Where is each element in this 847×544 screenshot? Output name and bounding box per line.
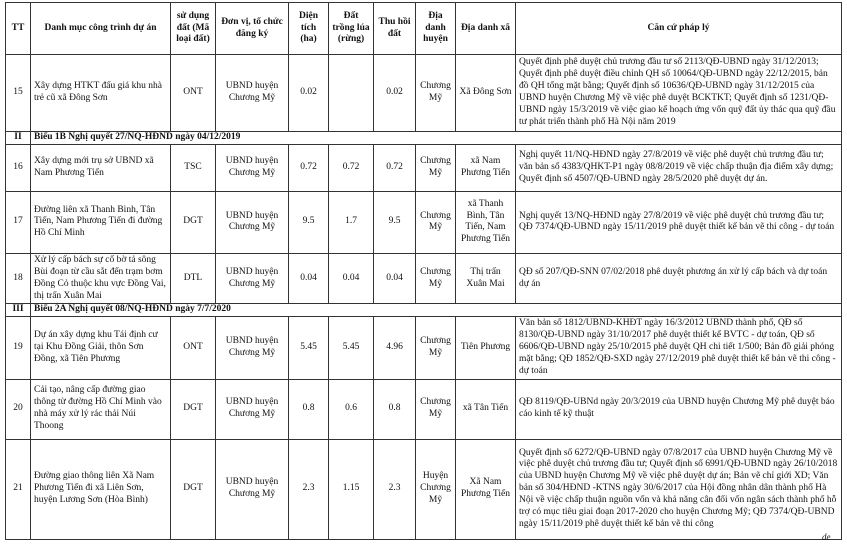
row-area: 0.72 bbox=[289, 144, 329, 191]
table-row bbox=[6, 439, 842, 539]
row-unit: UBND huyện Chương Mỹ bbox=[216, 317, 289, 379]
section-roman: II bbox=[6, 132, 31, 145]
section-row bbox=[6, 304, 842, 317]
row-tt: 18 bbox=[6, 253, 31, 304]
row-code: TSC bbox=[171, 144, 216, 191]
row-code: ONT bbox=[171, 317, 216, 379]
row-rice: 1.15 bbox=[329, 439, 374, 539]
row-district: Chương Mỹ bbox=[416, 191, 456, 253]
row-recover: 2.3 bbox=[374, 439, 416, 539]
row-district: Chương Mỹ bbox=[416, 55, 456, 132]
section-title: Biểu 2A Nghị quyết 08/NQ-HĐND ngày 7/7/2020 bbox=[31, 304, 842, 317]
row-code: ONT bbox=[171, 55, 216, 132]
row-legal: QĐ số 207/QĐ-SNN 07/02/2018 phê duyệt phương án xử lý cấp bách và dự toán dự án bbox=[516, 253, 842, 304]
row-code: DTL bbox=[171, 253, 216, 304]
row-recover: 9.5 bbox=[374, 191, 416, 253]
row-rice: 0.6 bbox=[329, 379, 374, 439]
row-name: Xây dựng mới trụ sở UBND xã Nam Phương Tiến bbox=[31, 144, 171, 191]
row-unit: UBND huyện Chương Mỹ bbox=[216, 253, 289, 304]
header-name: Danh mục công trình dự án bbox=[31, 3, 171, 55]
row-rice: 0.72 bbox=[329, 144, 374, 191]
row-name: Xử lý cấp bách sự cố bờ tả sông Bùi đoạn từ cầu sắt đến trạm bơm Đồng Cỏ thuộc khu vực Đồng Vai, thị trấn Xuân Mai bbox=[31, 253, 171, 304]
row-tt: 17 bbox=[6, 191, 31, 253]
row-district: Chương Mỹ bbox=[416, 317, 456, 379]
header-legal: Căn cứ pháp lý bbox=[516, 3, 842, 55]
row-recover: 4.96 bbox=[374, 317, 416, 379]
row-legal: Quyết định số 6272/QĐ-UBND ngày 07/8/2017 của UBND huyện Chương Mỹ về việc phê duyệt chủ trương đầu tư; Quyết định số 6991/QĐ-UBND ngày 26/10/2018 của UBND huyện Chương Mỹ về việc phê duyệt dự án; Bản vẽ chỉ giới XD; Văn bản số 304/HĐND -KTNS ngày 30/6/2017 của Hội đồng nhân dân thành phố Hà Nội về việc chấp thuận nguồn vốn và khả năng cân đối vốn ngân sách thành phố hỗ trợ có mục tiêu giai đoạn 2017-2020 cho huyện Chương Mỹ; QĐ 7374/QĐ-UBND ngày 15/11/2019 phê duyệt thiết kế bản vẽ thi công bbox=[516, 439, 842, 539]
row-recover: 0.04 bbox=[374, 253, 416, 304]
row-unit: UBND huyện Chương Mỹ bbox=[216, 439, 289, 539]
table-row bbox=[6, 253, 842, 304]
row-legal: Nghị quyết 13/NQ-HĐND ngày 27/8/2019 về việc phê duyệt chủ trương đầu tư; QĐ 7374/QĐ-UBND ngày 15/11/2019 phê duyệt thiết kế bản vẽ thi công - dự toán bbox=[516, 191, 842, 253]
row-recover: 0.8 bbox=[374, 379, 416, 439]
row-district: Huyện Chương Mỹ bbox=[416, 439, 456, 539]
row-recover: 0.72 bbox=[374, 144, 416, 191]
page-mark: de bbox=[822, 532, 831, 542]
section-title: Biểu 1B Nghị quyết 27/NQ-HĐND ngày 04/12/2019 bbox=[31, 132, 842, 145]
row-commune: Tiên Phương bbox=[456, 317, 516, 379]
row-tt: 15 bbox=[6, 55, 31, 132]
header-unit: Đơn vị, tổ chức đăng ký bbox=[216, 3, 289, 55]
header-rice: Đất trồng lúa (rừng) bbox=[329, 3, 374, 55]
table-row bbox=[6, 379, 842, 439]
row-name: Đường giao thông liên Xã Nam Phương Tiến đi xã Liên Sơn, huyện Lương Sơn (Hòa Bình) bbox=[31, 439, 171, 539]
row-legal: Văn bản số 1812/UBND-KHĐT ngày 16/3/2012 UBND thành phố, QĐ số 8130/QĐ-UBND ngày 31/10/2017 phê duyệt thiết kế BVTC - dự toán, QĐ số 6606/QĐ-UBND ngày 25/10/2015 phê duyệt QH chi tiết 1/500; Bản đồ giải phóng mặt bằng; QĐ 1852/QĐ-SXD ngày 27/12/2019 phê duyệt thiết kế bản vẽ thi công - dự toán bbox=[516, 317, 842, 379]
row-area: 9.5 bbox=[289, 191, 329, 253]
header-recover: Thu hồi đất bbox=[374, 3, 416, 55]
row-area: 0.8 bbox=[289, 379, 329, 439]
row-legal: Quyết định phê duyệt chủ trương đầu tư số 2113/QĐ-UBND ngày 31/12/2013; Quyết định phê duyệt điều chỉnh QH số 10064/QĐ-UBND ngày 22/12/2015, bản đồ QH tổng mặt bằng; Quyết định số 10636/QĐ-UBND ngày 31/12/2015 của UBND huyện Chương Mỹ về việc phê duyệt BCKTKT; Quyết định số 1231/QĐ-UBND ngày 15/3/2019 về việc giao kế hoạch ứng vốn quỹ đất ủy thác qua quỹ đầu tư phát triển thành phố Hà Nội năm 2019 bbox=[516, 55, 842, 132]
row-commune: xã Tân Tiến bbox=[456, 379, 516, 439]
row-district: Chương Mỹ bbox=[416, 253, 456, 304]
header-district: Địa danh huyện bbox=[416, 3, 456, 55]
row-area: 0.04 bbox=[289, 253, 329, 304]
row-commune: Thị trấn Xuân Mai bbox=[456, 253, 516, 304]
row-commune: xã Nam Phương Tiến bbox=[456, 144, 516, 191]
header-commune: Địa danh xã bbox=[456, 3, 516, 55]
table-header-row bbox=[6, 3, 842, 55]
row-legal: Nghị quyết 11/NQ-HĐND ngày 27/8/2019 về việc phê duyệt chủ trương đầu tư; văn bản số 4383/QHKT-P1 ngày 08/8/2019 về việc chấp thuận địa điểm xây dựng; Quyết định số 4507/QĐ-UBND ngày 28/5/2020 phê duyệt dự án. bbox=[516, 144, 842, 191]
table-row bbox=[6, 144, 842, 191]
row-code: DGT bbox=[171, 379, 216, 439]
row-code: DGT bbox=[171, 191, 216, 253]
row-tt: 16 bbox=[6, 144, 31, 191]
row-unit: UBND huyện Chương Mỹ bbox=[216, 379, 289, 439]
section-row bbox=[6, 132, 842, 145]
row-district: Chương Mỹ bbox=[416, 379, 456, 439]
row-unit: UBND huyện Chương Mỹ bbox=[216, 55, 289, 132]
row-name: Đường liên xã Thanh Bình, Tân Tiến, Nam Phương Tiến đi đường Hồ Chí Minh bbox=[31, 191, 171, 253]
table-row bbox=[6, 317, 842, 379]
row-name: Cải tạo, nâng cấp đường giao thông từ đường Hồ Chí Minh vào nhà máy xử lý rác thải Núi Thoong bbox=[31, 379, 171, 439]
row-commune: Xã Nam Phương Tiến bbox=[456, 439, 516, 539]
row-unit: UBND huyện Chương Mỹ bbox=[216, 144, 289, 191]
row-tt: 21 bbox=[6, 439, 31, 539]
row-name: Xây dựng HTKT đấu giá khu nhà trẻ cũ xã Đông Sơn bbox=[31, 55, 171, 132]
project-table bbox=[5, 2, 842, 540]
header-area: Diện tích (ha) bbox=[289, 3, 329, 55]
header-tt: TT bbox=[6, 3, 31, 55]
table-row bbox=[6, 191, 842, 253]
row-commune: Xã Đông Sơn bbox=[456, 55, 516, 132]
row-commune: xã Thanh Bình, Tân Tiến, Nam Phương Tiến bbox=[456, 191, 516, 253]
row-tt: 20 bbox=[6, 379, 31, 439]
row-area: 2.3 bbox=[289, 439, 329, 539]
row-legal: QĐ 8119/QĐ-UBNd ngày 20/3/2019 của UBND huyện Chương Mỹ phê duyệt báo cáo kinh tế kỹ thuật bbox=[516, 379, 842, 439]
table-row bbox=[6, 55, 842, 132]
row-name: Dự án xây dựng khu Tái định cư tại Khu Đồng Giải, thôn Sơn Đồng, xã Tiên Phương bbox=[31, 317, 171, 379]
row-area: 0.02 bbox=[289, 55, 329, 132]
row-recover: 0.02 bbox=[374, 55, 416, 132]
row-area: 5.45 bbox=[289, 317, 329, 379]
row-tt: 19 bbox=[6, 317, 31, 379]
row-district: Chương Mỹ bbox=[416, 144, 456, 191]
row-code: DGT bbox=[171, 439, 216, 539]
row-rice bbox=[329, 55, 374, 132]
row-rice: 1.7 bbox=[329, 191, 374, 253]
row-rice: 0.04 bbox=[329, 253, 374, 304]
header-land-code: sử dụng đất (Mã loại đất) bbox=[171, 3, 216, 55]
section-roman: III bbox=[6, 304, 31, 317]
row-unit: UBND huyện Chương Mỹ bbox=[216, 191, 289, 253]
row-rice: 5.45 bbox=[329, 317, 374, 379]
